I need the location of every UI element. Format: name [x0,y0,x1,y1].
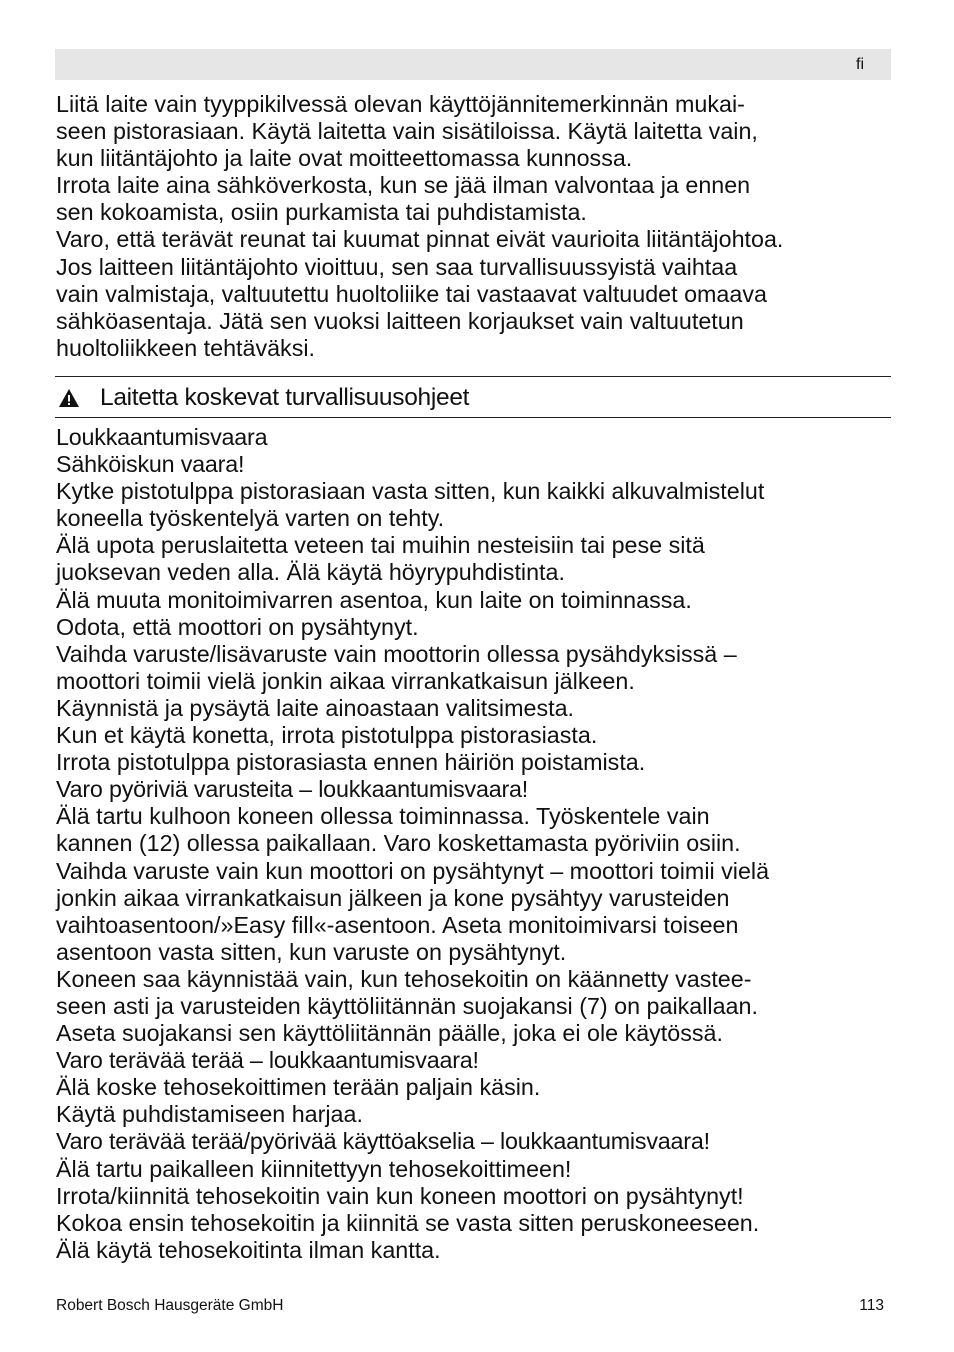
safety-subheading: Varo terävää terää/pyörivää käyttöakselia – loukkaantumisvaara! [56,1128,710,1155]
intro-line: sähköasentaja. Jätä sen vuoksi laitteen korjaukset vain valtuutetun [56,307,744,334]
safety-line: Älä upota peruslaitetta veteen tai muihin nesteisiin tai pese sitä [56,532,705,559]
safety-line: Käynnistä ja pysäytä laite ainoastaan valitsimesta. [56,694,574,721]
intro-line: seen pistorasiaan. Käytä laitetta vain sisätiloissa. Käytä laitetta vain, [56,118,758,145]
safety-line: Kokoa ensin tehosekoitin ja kiinnitä se vasta sitten peruskoneeseen. [56,1209,760,1236]
safety-line: Kytke pistotulppa pistorasiaan vasta sitten, kun kaikki alkuvalmistelut [56,478,765,505]
safety-line: Käytä puhdistamiseen harjaa. [56,1101,363,1128]
footer-company: Robert Bosch Hausgeräte GmbH [56,1297,284,1314]
safety-line: moottori toimii vielä jonkin aikaa virrankatkaisun jälkeen. [56,667,635,694]
safety-line: Älä muuta monitoimivarren asentoa, kun laite on toiminnassa. [56,586,692,613]
language-tag: fi [856,56,864,73]
safety-line: Älä tartu paikalleen kiinnitettyyn tehosekoittimeen! [56,1155,572,1182]
safety-line: vaihtoasentoon/»Easy fill«-asentoon. Aseta monitoimivarsi toiseen [56,911,739,938]
safety-line: Älä tartu kulhoon koneen ollessa toiminnassa. Työskentele vain [56,803,710,830]
safety-line: juoksevan veden alla. Älä käytä höyrypuhdistinta. [56,559,565,586]
intro-line: sen kokoamista, osiin purkamista tai puhdistamista. [56,199,587,226]
safety-subheading: Varo terävää terää – loukkaantumisvaara! [56,1047,479,1074]
intro-line: Liitä laite vain tyyppikilvessä olevan käyttöjännitemerkinnän mukai- [56,91,745,117]
intro-line: huoltoliikkeen tehtäväksi. [56,334,316,361]
safety-line: jonkin aikaa virrankatkaisun jälkeen ja kone pysähtyy varusteiden [56,884,730,911]
safety-line: Koneen saa käynnistää vain, kun tehosekoitin on käännetty vastee- [56,965,752,992]
safety-line: asentoon vasta sitten, kun varuste on pysähtynyt. [56,938,567,965]
safety-line: seen asti ja varusteiden käyttöliitännän suojakansi (7) on paikallaan. [56,992,758,1019]
safety-line: Aseta suojakansi sen käyttöliitännän päälle, joka ei ole käytössä. [56,1020,723,1047]
section-title: Laitetta koskevat turvallisuusohjeet [100,384,470,411]
intro-line: kun liitäntäjohto ja laite ovat moitteettomassa kunnossa. [56,145,633,172]
safety-line: Irrota pistotulppa pistorasiasta ennen häiriön poistamista. [56,749,646,776]
safety-line: Älä koske tehosekoittimen terään paljain käsin. [56,1074,541,1101]
safety-line: Älä käytä tehosekoitinta ilman kantta. [56,1236,441,1263]
intro-line: vain valmistaja, valtuutettu huoltoliike tai vastaavat valtuudet omaava [56,280,767,307]
safety-subheading: Loukkaantumisvaara [56,424,268,450]
safety-line: koneella työskentelyä varten on tehty. [56,505,445,532]
intro-line: Jos laitteen liitäntäjohto vioittuu, sen saa turvallisuussyistä vaihtaa [56,253,738,280]
section-heading [55,376,891,418]
warning-triangle-icon [58,388,80,408]
safety-text-block [56,424,896,1264]
intro-line: Irrota laite aina sähköverkosta, kun se jää ilman valvontaa ja ennen [56,172,751,199]
safety-subheading: Varo pyöriviä varusteita – loukkaantumisvaara! [56,776,529,803]
footer-page-number: 113 [859,1297,884,1314]
safety-line: Odota, että moottori on pysähtynyt. [56,613,419,640]
intro-text-block [56,91,896,362]
safety-subheading: Sähköiskun vaara! [56,451,245,478]
page-header-bar [55,49,891,80]
safety-line: Irrota/kiinnitä tehosekoitin vain kun koneen moottori on pysähtynyt! [56,1182,744,1209]
safety-line: Kun et käytä konetta, irrota pistotulppa pistorasiasta. [56,722,598,749]
safety-line: Vaihda varuste vain kun moottori on pysähtynyt – moottori toimii vielä [56,857,770,884]
intro-line: Varo, että terävät reunat tai kuumat pinnat eivät vaurioita liitäntäjohtoa. [56,226,784,253]
safety-line: kannen (12) ollessa paikallaan. Varo koskettamasta pyöriviin osiin. [56,830,741,857]
safety-line: Vaihda varuste/lisävaruste vain moottorin ollessa pysähdyksissä – [56,640,737,667]
